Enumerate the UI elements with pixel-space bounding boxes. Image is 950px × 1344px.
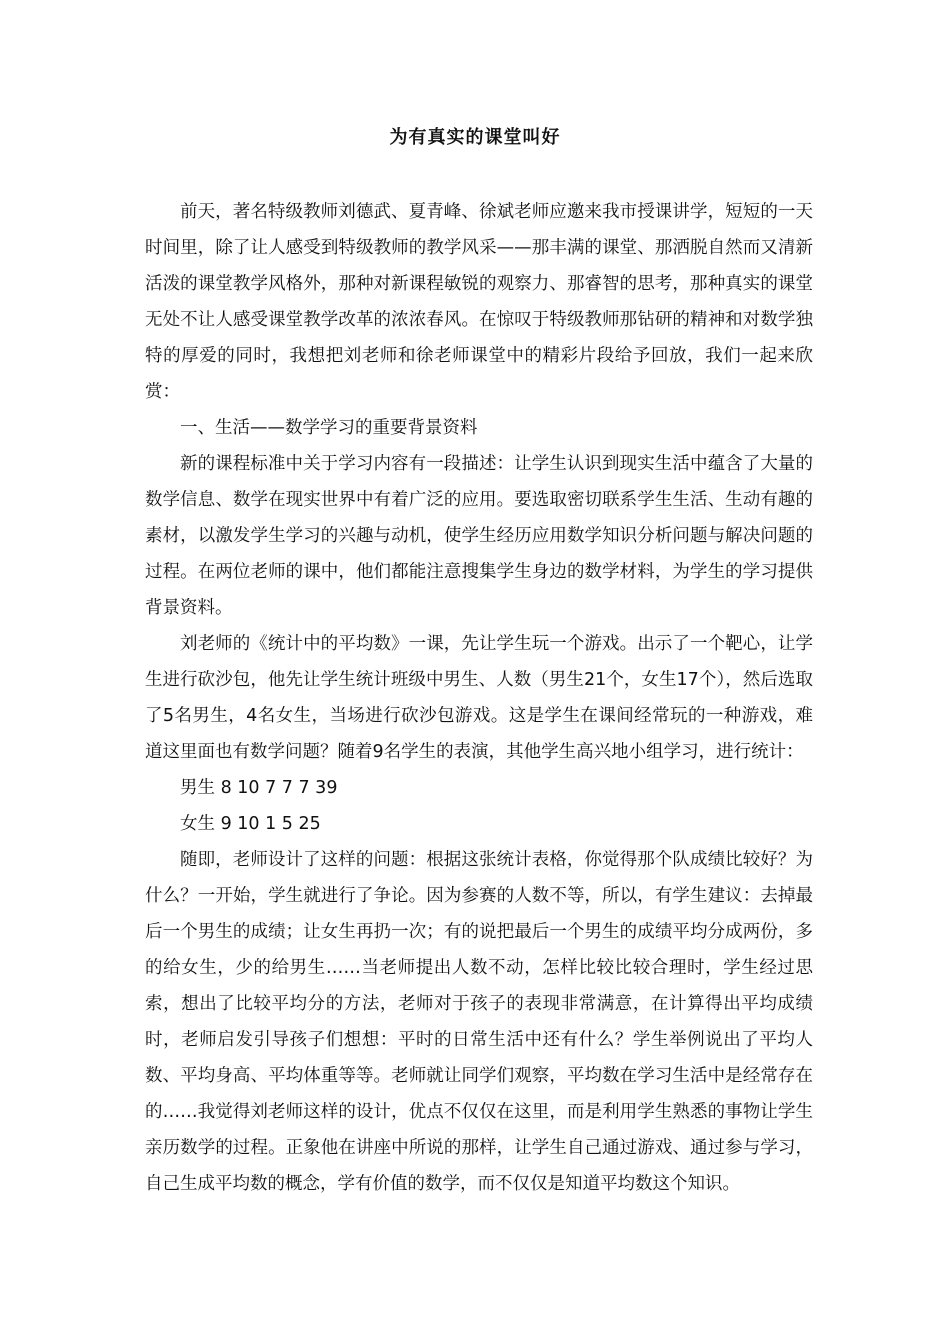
paragraph-intro: 前天，著名特级教师刘德武、夏青峰、徐斌老师应邀来我市授课讲学，短短的一天时间里，除了让人感受到特级教师的教学风采——那丰满的课堂、那洒脱自然而又清新活泼的课堂教学风格外，那种对新课程敏锐的观察力、那睿智的思考，那种真实的课堂无处不让人感受课堂教学改革的浓浓春风。在惊叹于特级教师那钻研的精神和对数学独特的厚爱的同时，我想把刘老师和徐老师课堂中的精彩片段给予回放，我们一起来欣赏： (145, 202, 813, 402)
paragraph-curriculum: 新的课程标准中关于学习内容有一段描述：让学生认识到现实生活中蕴含了大量的数学信息、数学在现实世界中有着广泛的应用。要选取密切联系学生生活、生动有趣的素材，以激发学生学习的兴趣与动机，使学生经历应用数学知识分析问题与解决问题的过程。在两位老师的课中，他们都能注意搜集学生身边的数学材料，为学生的学习提供背景资料。 (145, 454, 813, 618)
paragraph-game: 刘老师的《统计中的平均数》一课，先让学生玩一个游戏。出示了一个靶心，让学生进行砍沙包，他先让学生统计班级中男生、人数（男生21个，女生17个），然后选取了5名男生，4名女生，当场进行砍沙包游戏。这是学生在课间经常玩的一种游戏，难道这里面也有数学问题？随着9名学生的表演，其他学生高兴地小组学习，进行统计： (145, 634, 813, 762)
paragraph-discussion: 随即，老师设计了这样的问题：根据这张统计表格，你觉得那个队成绩比较好？为什么？一开始，学生就进行了争论。因为参赛的人数不等，所以，有学生建议：去掉最后一个男生的成绩；让女生再扔一次；有的说把最后一个男生的成绩平均分成两份，多的给女生，少的给男生……当老师提出人数不动，怎样比较比较合理时，学生经过思索，想出了比较平均分的方法，老师对于孩子的表现非常满意，在计算得出平均成绩时，老师启发引导孩子们想想：平时的日常生活中还有什么？学生举例说出了平均人数、平均身高、平均体重等等。老师就让同学们观察，平均数在学习生活中是经常存在的……我觉得刘老师这样的设计，优点不仅仅在这里，而是利用学生熟悉的事物让学生亲历数学的过程。正象他在讲座中所说的那样，让学生自己通过游戏、通过参与学习，自己生成平均数的概念，学有价值的数学，而不仅仅是知道平均数这个知识。 (145, 850, 813, 1194)
stats-row-girls: 女生 9 10 1 5 25 (180, 814, 321, 834)
section-heading: 一、生活——数学学习的重要背景资料 (180, 418, 478, 438)
document-title: 为有真实的课堂叫好 (389, 127, 561, 148)
document-body (145, 194, 813, 1202)
stats-row-boys: 男生 8 10 7 7 7 39 (180, 778, 338, 798)
